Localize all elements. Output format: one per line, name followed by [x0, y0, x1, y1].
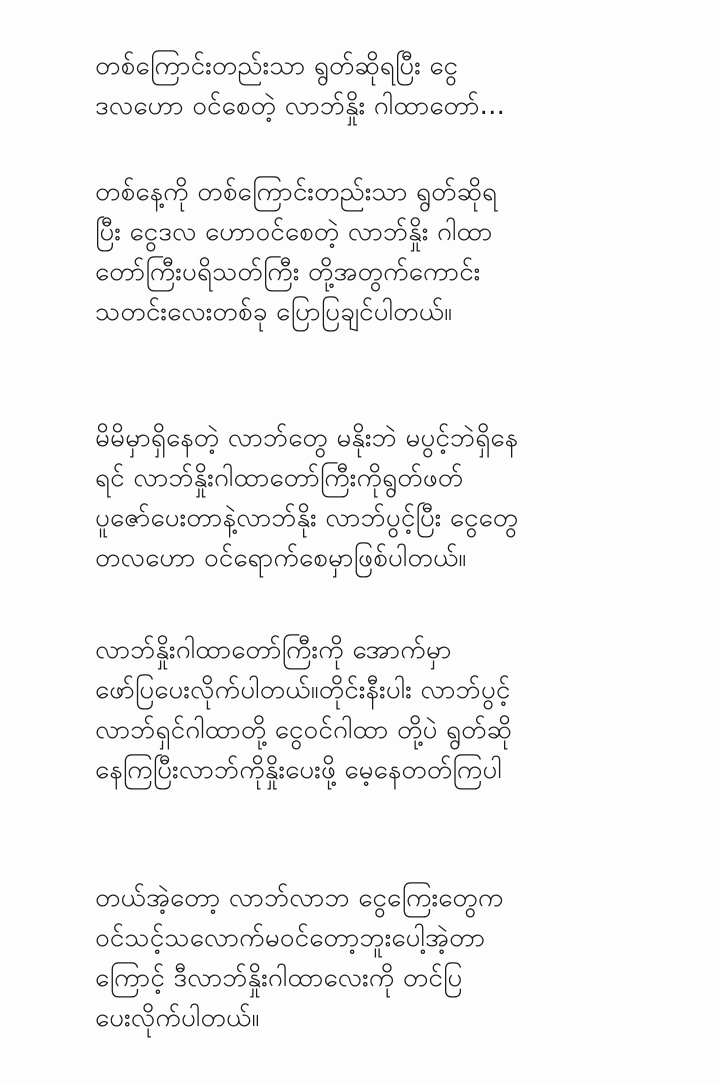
text-line: ဝင်သင့်သလောက်မဝင်တော့ဘူးပေါ့အဲ့တာ — [95, 923, 486, 953]
text-line: မိမိမှာရှိနေတဲ့ လာဘ်တွေ မနိုးဘဲ မပွင့်ဘဲရှိနေ — [95, 423, 519, 453]
text-line: တော်ကြီးပရိသတ်ကြီး တို့အတွက်ကောင်း — [95, 257, 481, 287]
text-line: ဒလဟော ဝင်စေတဲ့ လာဘ်နှိုး ဂါထာတော်... — [95, 91, 506, 121]
text-line: တစ်ကြောင်းတည်းသာ ရွတ်ဆိုရပြီး ငွေ — [95, 51, 459, 81]
text-line: သတင်းလေးတစ်ခု ပြောပြချင်ပါတယ်။ — [95, 297, 453, 327]
paragraph-1 — [95, 46, 635, 126]
text-line: တစ်နေ့ကို တစ်ကြောင်းတည်းသာ ရွတ်ဆိုရ — [95, 177, 498, 207]
paragraph-4 — [95, 630, 635, 790]
text-line: ဖော်ပြပေးလိုက်ပါတယ်။တိုင်းနီးပါး လာဘ်ပွင့် — [95, 675, 511, 705]
text-line: လာဘ်ရှင်ဂါထာတို့ ငွေဝင်ဂါထာ တို့ပဲ ရွတ်ဆို — [95, 715, 512, 745]
text-line: လာဘ်နှိုးဂါထာတော်ကြီးကို အောက်မှာ — [95, 635, 452, 665]
paragraph-2 — [95, 172, 635, 332]
text-line: ကြောင့် ဒီလာဘ်နှိုးဂါထာလေးကို တင်ပြ — [95, 963, 463, 993]
text-line: တယ်အဲ့တော့ လာဘ်လာဘ ငွေကြေးတွေက — [95, 883, 504, 913]
text-line: ပူဇော်ပေးတာနဲ့လာဘ်နိုး လာဘ်ပွင့်ပြီး ငွေတွေ — [95, 503, 519, 533]
text-line: တလဟော ဝင်ရောက်စေမှာဖြစ်ပါတယ်။ — [95, 543, 467, 573]
text-line: ပေးလိုက်ပါတယ်။ — [95, 1003, 260, 1033]
paragraph-3 — [95, 418, 635, 578]
text-line: ပြီး ငွေဒလ ဟောဝင်စေတဲ့ လာဘ်နှိုး ဂါထာ — [95, 217, 493, 247]
text-line: နေကြပြီးလာဘ်ကိုနှိုးပေးဖို့ မေ့နေတတ်ကြပါ — [95, 755, 502, 785]
text-line: ရင် လာဘ်နှိုးဂါထာတော်ကြီးကိုရွတ်ဖတ် — [95, 463, 464, 493]
paragraph-5 — [95, 878, 635, 1038]
